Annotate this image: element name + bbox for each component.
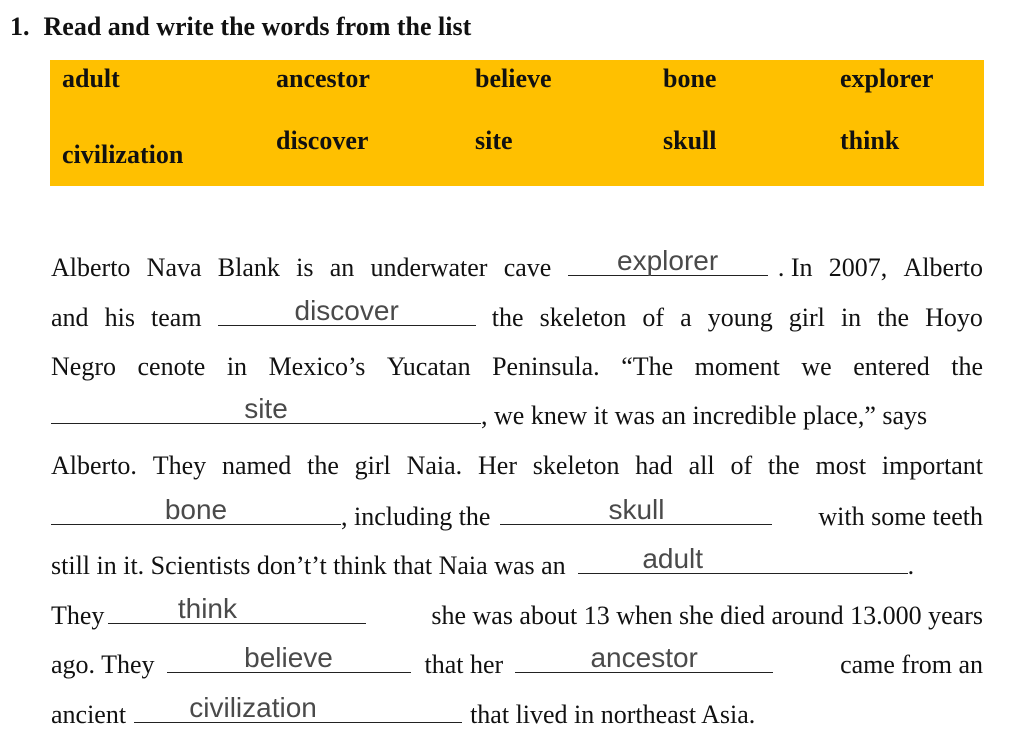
passage-line-6 [51, 494, 983, 537]
answer-6: adult [642, 543, 704, 574]
passage-word: the [951, 352, 983, 381]
passage-word: Yucatan [386, 352, 471, 381]
passage-word: his [104, 303, 135, 332]
passage-word: the [307, 451, 339, 480]
passage-word: of [730, 451, 753, 480]
passage-word: in [226, 352, 248, 381]
passage-word: in [840, 303, 862, 332]
passage-word: the [877, 303, 910, 332]
answer-blank-1[interactable] [568, 245, 768, 276]
answer-3: site [244, 393, 288, 424]
passage-word: skeleton [539, 303, 627, 332]
passage-text: came from an [840, 650, 983, 679]
passage-line-4 [51, 393, 983, 436]
answer-1: explorer [617, 245, 719, 276]
word-skull: skull [663, 126, 717, 155]
answer-blank-2[interactable] [218, 295, 476, 326]
passage-word: the [767, 451, 800, 480]
passage-word: Nava [146, 253, 202, 282]
passage-word: is [296, 253, 314, 282]
passage-word: . In [777, 253, 813, 282]
answer-4: bone [164, 494, 228, 525]
word-site: site [475, 126, 513, 155]
passage-word: most [815, 451, 867, 480]
word-discover: discover [276, 126, 369, 155]
passage-word: cave [503, 253, 552, 282]
passage-word: all [688, 451, 715, 480]
passage-word: Blank [217, 253, 280, 282]
passage-word: cenote [137, 352, 206, 381]
passage-word: an [329, 253, 355, 282]
passage-word: a [680, 303, 692, 332]
answer-8: believe [244, 642, 333, 673]
passage-text: ancient [51, 700, 127, 729]
passage-line-8 [51, 593, 983, 636]
answer-blank-8[interactable] [167, 642, 411, 673]
answer-blank-6[interactable] [578, 543, 908, 574]
answer-blank-4[interactable] [51, 494, 341, 525]
passage-line-10 [51, 692, 983, 735]
passage-word: underwater [370, 253, 488, 282]
passage-word: Alberto [903, 253, 983, 282]
passage-word: girl [788, 303, 825, 332]
passage-text: with some teeth [818, 502, 983, 531]
passage-word: Naia. [406, 451, 463, 480]
word-ancestor: ancestor [276, 64, 370, 93]
passage-text: that lived in northeast Asia. [470, 700, 756, 729]
passage-word: we [801, 352, 832, 381]
word-bone: bone [663, 64, 717, 93]
passage-word: Hoyo [925, 303, 983, 332]
answer-2: discover [294, 295, 399, 326]
passage-text: . [907, 551, 915, 580]
exercise-number: 1. [10, 12, 30, 41]
word-list-box [50, 60, 984, 186]
passage-text: that her [424, 650, 504, 679]
passage-text: still in it. Scientists don’t’t think that Naia was an [51, 551, 566, 580]
passage-word: Mexico’s [268, 352, 366, 381]
passage-text: , including the [341, 502, 491, 531]
passage-text: They [51, 601, 105, 630]
passage-word: important [881, 451, 983, 480]
passage-word: “The [621, 352, 674, 381]
word-believe: believe [475, 64, 552, 93]
answer-blank-10[interactable] [134, 692, 462, 723]
passage-word: 2007, [828, 253, 888, 282]
answer-blank-3[interactable] [51, 393, 481, 424]
passage-word: skeleton [532, 451, 620, 480]
passage-line-7 [51, 543, 983, 586]
answer-blank-7[interactable] [108, 593, 366, 624]
word-explorer: explorer [840, 64, 934, 93]
exercise-heading [10, 12, 471, 42]
passage-word: young [707, 303, 773, 332]
answer-blank-5[interactable] [500, 494, 772, 525]
passage-text: she was about 13 when she died around 13.000 years [431, 601, 983, 630]
passage-word: of [642, 303, 664, 332]
passage-word: Alberto [51, 253, 131, 282]
answer-blank-9[interactable] [515, 642, 773, 673]
word-civilization: civilization [62, 140, 184, 169]
passage-line-3 [51, 347, 983, 387]
passage-text: ago. They [51, 650, 155, 679]
passage-word: Alberto. [51, 451, 137, 480]
passage-word: had [635, 451, 673, 480]
passage-word: Her [478, 451, 517, 480]
answer-7: think [177, 593, 237, 624]
passage-word: Peninsula. [492, 352, 600, 381]
passage-word: moment [694, 352, 780, 381]
passage-word: girl [354, 451, 391, 480]
exercise-title: Read and write the words from the list [43, 12, 472, 41]
passage-line-2 [51, 295, 983, 338]
passage-text: , we knew it was an incredible place,” says [481, 401, 928, 430]
passage-word: team [151, 303, 202, 332]
answer-10: civilization [189, 692, 317, 723]
passage-word: the [491, 303, 524, 332]
word-think: think [840, 126, 900, 155]
word-adult: adult [62, 64, 120, 93]
passage-word: They [152, 451, 207, 480]
passage-word: and [51, 303, 89, 332]
passage-line-5 [51, 446, 983, 486]
answer-5: skull [608, 494, 665, 525]
passage-line-9 [51, 642, 983, 685]
answer-9: ancestor [590, 642, 698, 673]
passage-word: Negro [51, 352, 116, 381]
passage-word: entered [853, 352, 930, 381]
passage-line-1 [51, 245, 983, 288]
passage-word: named [221, 451, 292, 480]
